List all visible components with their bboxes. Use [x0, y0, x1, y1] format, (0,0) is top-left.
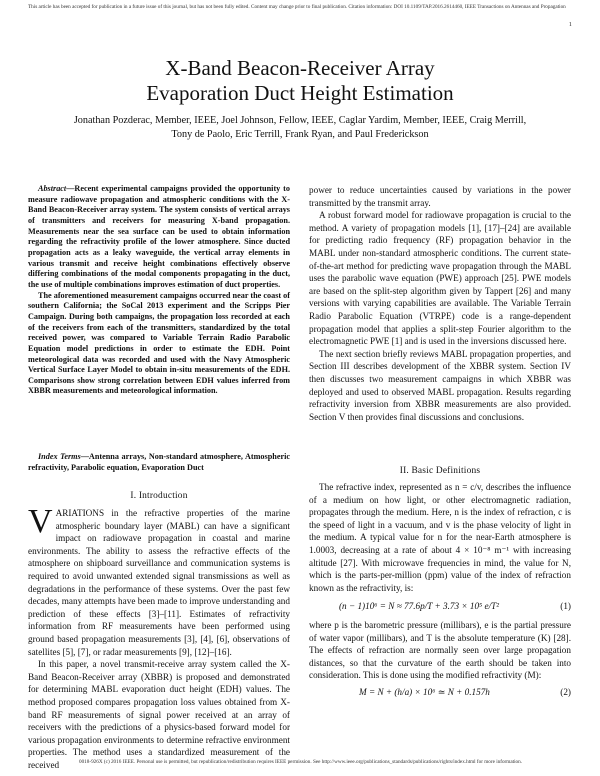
intro-paragraph-4: The next section briefly reviews MABL propagation properties, and Section III describes development of the XBBR system. Section IV then discusses two measurement campaigns in which XBBR was deployed and used to observed MABL propagation. Results regarding refractivity inversion from XBBR measurements are also provided. Section V then provides final discussions and conclusions. [309, 348, 571, 422]
authors-line-2: Tony de Paolo, Eric Terrill, Frank Ryan, and Paul Frederickson [171, 129, 429, 140]
equation-2-expression: M = N + (h/a) × 10⁶ ≃ N + 0.157h [359, 686, 490, 697]
abstract-paragraph-2: The aforementioned measurement campaigns occurred near the coast of southern California; the SoCal 2013 experiment and the Scripps Pier Campaign. During both campaigns, the propagation loss recorded at each of the receivers from each of the transmitters, standardized by the total received power, was compared to Variable Terrain Radio Parabolic Equation model predictions in order to estimate the EDH. Point meteorological data was recorded and used with the Navy Atmospheric Vertical Surface Layer Model to obtain in-situ measurements of the EDH. Comparisons show strong correlation between EDH values inferred from XBBR measurements and meteorological information. [28, 290, 290, 396]
index-terms [28, 452, 290, 473]
title-line-2: Evaporation Duct Height Estimation [146, 81, 454, 105]
equation-1-number: (1) [560, 601, 571, 612]
abstract-paragraph-1: —Recent experimental campaigns provided the opportunity to measure radiowave propagation and atmospheric conditions with the X-Band Beacon-Receiver array system. The system consists of vertical arrays of transmitters and receivers for measuring X-band propagation. Measurements near the sea surface can be used to obtain information regarding the refractivity profile of the lower atmosphere. Since ducted propagation acts as a leaky waveguide, the vertical array elements in various transmit and receive height combinations effectively observe differing combinations of the modal components propagating in the duct, the use of multiple combinations improves estimation of duct properties. [28, 184, 290, 289]
equation-2 [309, 686, 571, 699]
section-heading-introduction: I. Introduction [130, 491, 188, 501]
equation-2-number: (2) [560, 686, 571, 697]
dropcap-letter: V [28, 503, 53, 540]
abstract [28, 184, 290, 397]
introduction-body [28, 503, 290, 771]
intro-paragraph-3: A robust forward model for radiowave propagation is crucial to the method. A variety of propagation models [1], [17]–[24] are available for predicting radio frequency (RF) propagation behavior in the MABL under non-standard atmospheric conditions. The current state-of-the-art method for predicting wave propagation through the MABL uses the parabolic wave equation (PWE) approach [25]. PWE models are based on the split-step algorithm given by Tappert [26] and many versions with varying capabilities are available. The Variable Terrain Radio Parabolic Equation (VTRPE) code is a range-dependent propagation model that applies a split-step Fourier algorithm to the electromagnetic PWE [1] and is used in the inversions discussed here. [309, 210, 571, 347]
equation-1 [309, 600, 571, 613]
index-terms-label: Index Terms [38, 452, 81, 461]
title-line-1: X-Band Beacon-Receiver Array [165, 56, 435, 80]
abstract-label: Abstract [38, 184, 67, 193]
author-list [40, 114, 560, 142]
copyright-footer: 0018-926X (c) 2016 IEEE. Personal use is permitted, but republication/redistribution requires IEEE permission. See http://www.ieee.org/publications_standards/publications/rights/index.html for more information. [78, 759, 522, 765]
equation-1-expression: (n − 1)10⁶ = N ≈ 77.6p/T + 3.73 × 10⁵ e/T² [339, 601, 500, 612]
journal-header-notice: This article has been accepted for publication in a future issue of this journal, but has not been fully edited. Content may change prior to final publication. Citation information: DOI 10.1109/TAP.2016.2614460, IEEE Transactions on Antennas and Propagation [28, 4, 566, 10]
page-number: 1 [568, 21, 572, 28]
right-column-intro [309, 184, 571, 423]
intro-continued-paragraph: power to reduce uncertainties caused by variations in the power transmitted by the transmit array. [309, 185, 571, 208]
paper-title [0, 56, 600, 106]
index-terms-text: —Antenna arrays, Non-standard atmosphere, Atmospheric refractivity, Parabolic equation, Evaporation Duct [28, 452, 290, 472]
definitions-paragraph-1: The refractive index, represented as n = c/v, describes the influence of a medium on how light, or other electromagnetic radiation, propagates through the medium. Here, n is the index of refraction, c is the speed of light in a vacuum, and v is the phase velocity of light in the medium. A typical value for n for the near-Earth atmosphere is 1.0003, decreasing at a rate of about 4 × 10⁻⁸ m⁻¹ with increasing altitude [27]. With microwave frequencies in mind, the value for N, which is the parts-per-million (ppm) value of the index of refraction known as the refractivity, is: [309, 482, 571, 593]
intro-paragraph-2: In this paper, a novel transmit-receive array system called the X-Band Beacon-Receiver array (XBBR) is proposed and demonstrated for determining MABL evaporation duct height (EDH) values. The method proposed compares propagation loss values obtained from X-band RF measurements of signal power received at an array of receivers with the predictions of a physics-based forward model for various propagation environments to determine refractive environment properties. The method uses a standardized measurement of the received [28, 659, 290, 770]
basic-definitions-body [309, 481, 571, 703]
intro-paragraph-1: ARIATIONS in the refractive properties of the marine atmospheric boundary layer (MABL) can have a significant impact on radiowave propagation in coastal and marine environments. The ability to assess the refractive effects of the atmosphere on shipboard surveillance and communication systems is required to avoid unwanted extended signal transmissions as well as degradations in the performance of these systems. Over the past few decades, many attempts have been made to improve understanding and prediction of these effects [3]–[11]. Estimates of refractivity information from RF measurements have been performed using ground based propagation measurements [3], [4], [6], observations of satellites [5], [7], or radar measurements [9], [12]–[16]. [28, 508, 290, 657]
authors-line-1: Jonathan Pozderac, Member, IEEE, Joel Johnson, Fellow, IEEE, Caglar Yardim, Member, IEEE, Craig Merrill, [73, 115, 527, 126]
section-heading-basic-definitions: II. Basic Definitions [399, 466, 481, 476]
definitions-paragraph-2: where p is the barometric pressure (millibars), e is the partial pressure of water vapor (millibars), and T is the absolute temperature (K) [28]. The effects of refraction are normally seen over large propagation distances, so that the curvature of the earth should be taken into consideration. This is done using the modified refractivity (M): [309, 619, 571, 681]
